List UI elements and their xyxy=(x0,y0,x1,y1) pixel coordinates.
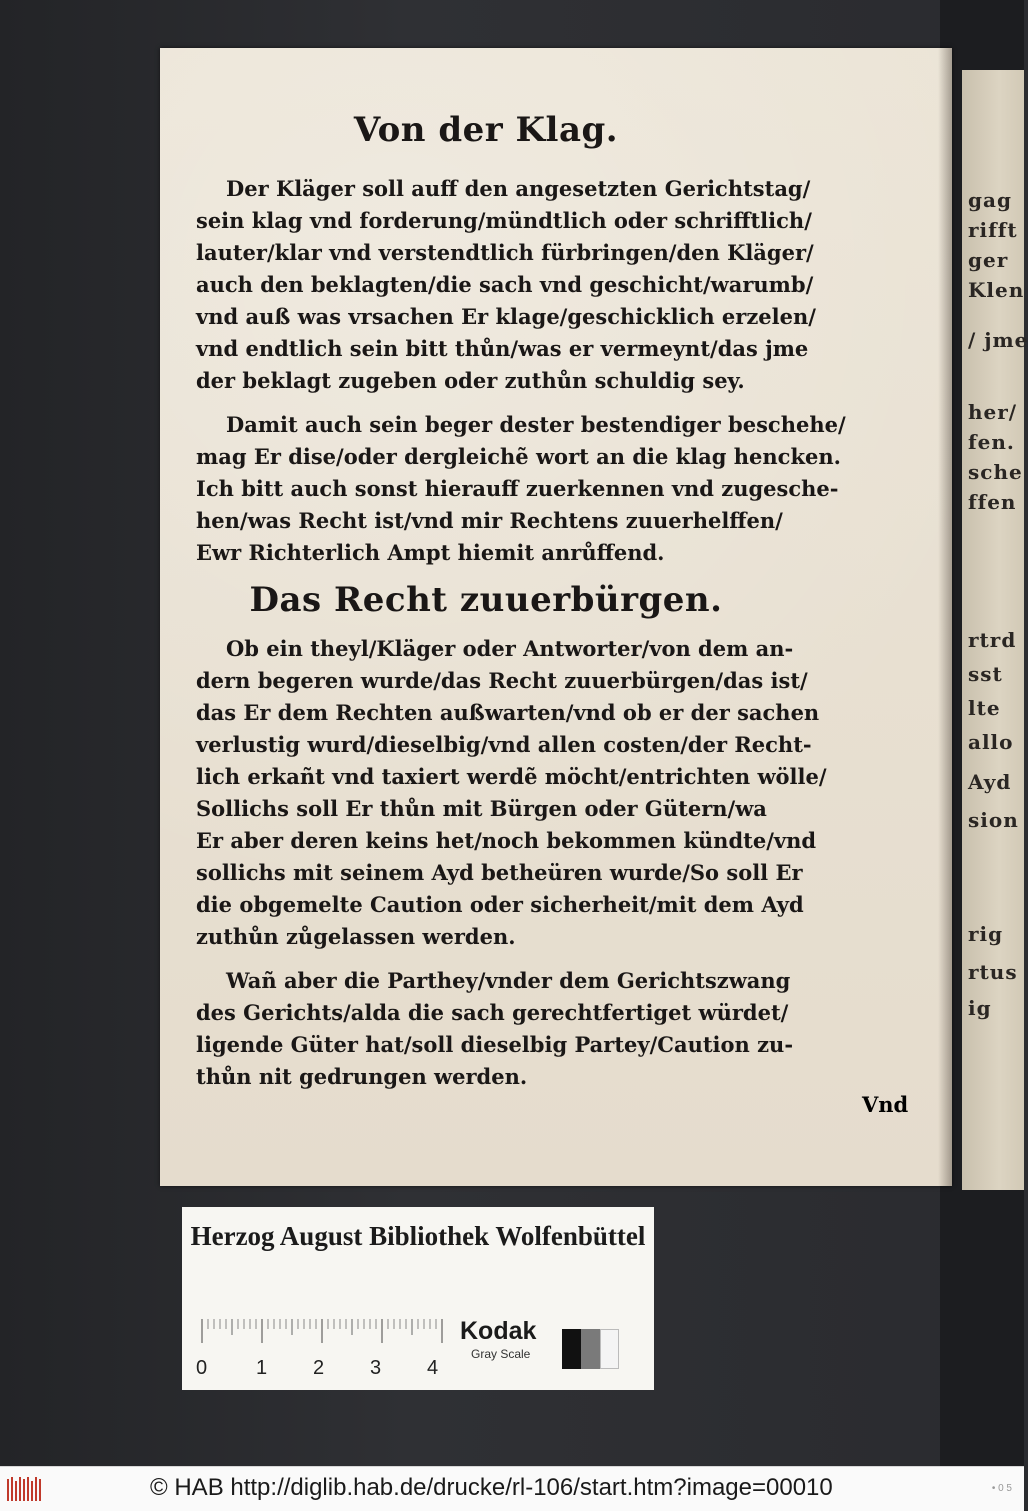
facing-fragment: fen. xyxy=(968,430,1015,454)
page-gutter-shadow xyxy=(938,48,952,1186)
text-line: vnd endtlich sein bitt thůn/was er vermeynt/das jme xyxy=(196,336,809,361)
text-line: Sollichs soll Er thůn mit Bürgen oder Gütern/wa xyxy=(196,796,767,821)
gray-swatches xyxy=(562,1329,619,1369)
kodak-brand: Kodak xyxy=(460,1317,537,1345)
facing-fragment: sst xyxy=(968,662,1003,686)
text-line: des Gerichts/alda die sach gerechtfertiget würdet/ xyxy=(196,1000,789,1025)
text-line: lich erkañt vnd taxiert werdẽ möcht/entrichten wölle/ xyxy=(196,764,827,789)
facing-fragment: gag xyxy=(968,188,1012,212)
text-line: zuthůn zůgelassen werden. xyxy=(196,924,516,949)
facing-fragment: ffen xyxy=(968,490,1017,514)
facing-fragment: rtrd xyxy=(968,628,1017,652)
ruler-label: 3 xyxy=(370,1357,382,1379)
section-heading: Von der Klag. xyxy=(353,110,619,150)
facing-fragment: Ayd xyxy=(968,770,1012,794)
facing-fragment: Klen xyxy=(968,278,1025,302)
facing-page xyxy=(962,70,1028,1190)
text-line: thůn nit gedrungen werden. xyxy=(196,1064,528,1089)
ruler-icon xyxy=(196,1317,446,1357)
text-line: lauter/klar vnd verstendtlich fürbringen/den Kläger/ xyxy=(196,240,814,265)
text-line: sein klag vnd forderung/mündtlich oder schrifftlich/ xyxy=(196,208,812,233)
hab-logo-icon xyxy=(6,1475,42,1503)
footer-bar xyxy=(0,1466,1024,1511)
library-name: Herzog August Bibliothek Wolfenbüttel xyxy=(190,1221,646,1251)
page-text xyxy=(196,0,846,1100)
color-calibration-card xyxy=(182,1207,654,1390)
gray-scale-label: Gray Scale xyxy=(471,1347,531,1361)
text-line: ligende Güter hat/soll dieselbig Partey/Caution zu- xyxy=(196,1032,794,1057)
facing-fragment: allo xyxy=(968,730,1014,754)
ruler-label: 4 xyxy=(427,1357,439,1379)
swatch-gray xyxy=(581,1329,600,1369)
ruler-label: 1 xyxy=(256,1357,268,1379)
swatch-white xyxy=(600,1329,619,1369)
facing-fragment: rifft xyxy=(968,218,1018,242)
text-line: der beklagt zugeben oder zuthůn schuldig sey. xyxy=(196,368,745,393)
swatch-black xyxy=(562,1329,581,1369)
ruler-label: 0 xyxy=(196,1357,208,1379)
text-line: Wañ aber die Parthey/vnder dem Gerichtszwang xyxy=(226,968,791,993)
facing-fragment: ig xyxy=(968,996,992,1020)
text-line: Ich bitt auch sonst hierauff zuerkennen vnd zugesche- xyxy=(196,476,839,501)
text-line: vnd auß was vrsachen Er klage/geschicklich erzelen/ xyxy=(196,304,816,329)
text-line: das Er dem Rechten außwarten/vnd ob er der sachen xyxy=(196,700,820,725)
text-line: die obgemelte Caution oder sicherheit/mit dem Ayd xyxy=(196,892,804,917)
facing-fragment: ger xyxy=(968,248,1009,272)
footer-marker: • 0 5 xyxy=(991,1483,1012,1494)
facing-fragment: lte xyxy=(968,696,1001,720)
text-line: verlustig wurd/dieselbig/vnd allen costen/der Recht- xyxy=(196,732,812,757)
facing-fragment: sion xyxy=(968,808,1019,832)
text-line: Damit auch sein beger dester bestendiger beschehe/ xyxy=(226,412,846,437)
text-line: hen/was Recht ist/vnd mir Rechtens zuuerhelffen/ xyxy=(196,508,783,533)
text-line: Ob ein theyl/Kläger oder Antworter/von dem an- xyxy=(226,636,794,661)
text-line: dern begeren wurde/das Recht zuuerbürgen/das ist/ xyxy=(196,668,808,693)
section-heading: Das Recht zuuerbürgen. xyxy=(249,580,723,620)
facing-fragment: rig xyxy=(968,922,1004,946)
text-line: auch den beklagten/die sach vnd geschicht/warumb/ xyxy=(196,272,814,297)
text-line: Ewr Richterlich Ampt hiemit anrůffend. xyxy=(196,540,665,565)
catchword: Vnd xyxy=(862,1092,909,1117)
facing-fragment: sche xyxy=(968,460,1023,484)
text-line: mag Er dise/oder dergleichẽ wort an die klag hencken. xyxy=(196,444,841,469)
text-line: sollichs mit seinem Ayd betheüren wurde/So soll Er xyxy=(196,860,803,885)
ruler-label: 2 xyxy=(313,1357,325,1379)
facing-fragment: / jme xyxy=(968,328,1028,352)
text-line: Er aber deren keins het/noch bekommen kündte/vnd xyxy=(196,828,817,853)
copyright-url: © HAB http://diglib.hab.de/drucke/rl-106/start.htm?image=00010 xyxy=(150,1474,833,1501)
text-line: Der Kläger soll auff den angesetzten Gerichtstag/ xyxy=(226,176,811,201)
facing-fragment: rtus xyxy=(968,960,1018,984)
facing-fragment: her/ xyxy=(968,400,1018,424)
